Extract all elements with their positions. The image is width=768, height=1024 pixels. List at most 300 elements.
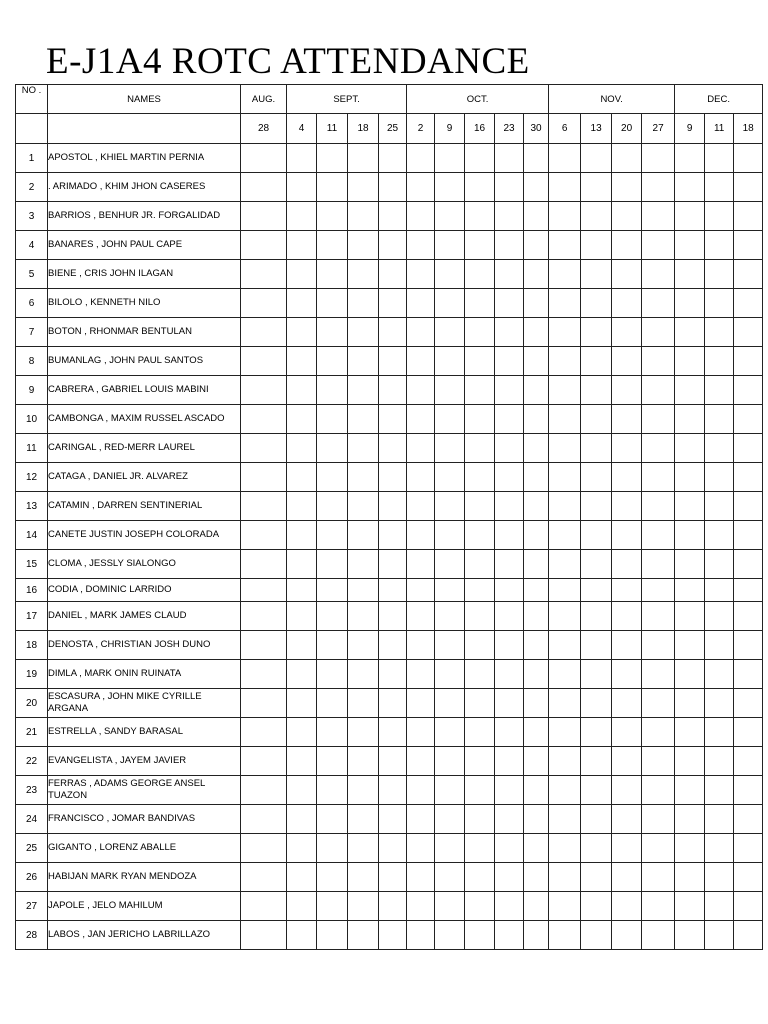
attendance-cell <box>465 144 495 173</box>
attendance-cell <box>581 260 612 289</box>
attendance-cell <box>495 405 524 434</box>
attendance-cell <box>317 492 348 521</box>
attendance-cell <box>435 521 465 550</box>
attendance-cell <box>241 834 287 863</box>
attendance-cell <box>524 405 549 434</box>
table-row <box>16 173 763 202</box>
attendance-cell <box>287 173 317 202</box>
attendance-cell <box>705 631 734 660</box>
month-header: DEC. <box>675 85 763 114</box>
table-row <box>16 434 763 463</box>
attendance-cell <box>705 921 734 950</box>
attendance-cell <box>642 405 675 434</box>
attendance-cell <box>465 492 495 521</box>
attendance-cell <box>287 834 317 863</box>
attendance-cell <box>549 689 581 718</box>
student-name: EVANGELISTA , JAYEM JAVIER <box>48 747 241 776</box>
attendance-cell <box>581 776 612 805</box>
attendance-cell <box>435 434 465 463</box>
attendance-cell <box>642 834 675 863</box>
attendance-cell <box>642 463 675 492</box>
day-header: 23 <box>495 114 524 144</box>
attendance-cell <box>287 318 317 347</box>
attendance-cell <box>465 631 495 660</box>
attendance-cell <box>407 776 435 805</box>
attendance-cell <box>435 550 465 579</box>
attendance-cell <box>465 376 495 405</box>
attendance-cell <box>549 921 581 950</box>
attendance-cell <box>549 834 581 863</box>
attendance-cell <box>495 347 524 376</box>
attendance-cell <box>581 550 612 579</box>
attendance-cell <box>642 660 675 689</box>
attendance-cell <box>495 747 524 776</box>
attendance-cell <box>612 579 642 602</box>
attendance-cell <box>642 231 675 260</box>
student-name: BARRIOS , BENHUR JR. FORGALIDAD <box>48 202 241 231</box>
attendance-cell <box>495 434 524 463</box>
student-number: 21 <box>16 718 48 747</box>
attendance-cell <box>287 863 317 892</box>
attendance-cell <box>612 660 642 689</box>
attendance-cell <box>348 660 379 689</box>
attendance-cell <box>379 805 407 834</box>
attendance-cell <box>549 892 581 921</box>
attendance-cell <box>642 289 675 318</box>
attendance-cell <box>348 463 379 492</box>
attendance-cell <box>734 660 763 689</box>
attendance-cell <box>465 231 495 260</box>
attendance-cell <box>495 463 524 492</box>
student-number: 16 <box>16 579 48 602</box>
attendance-cell <box>407 347 435 376</box>
attendance-cell <box>379 579 407 602</box>
attendance-cell <box>705 144 734 173</box>
student-name: BUMANLAG , JOHN PAUL SANTOS <box>48 347 241 376</box>
attendance-cell <box>642 492 675 521</box>
student-name: . ARIMADO , KHIM JHON CASERES <box>48 173 241 202</box>
attendance-cell <box>407 463 435 492</box>
attendance-cell <box>524 579 549 602</box>
attendance-cell <box>435 602 465 631</box>
attendance-cell <box>495 834 524 863</box>
attendance-cell <box>524 631 549 660</box>
attendance-cell <box>675 892 705 921</box>
table-row <box>16 747 763 776</box>
attendance-cell <box>705 892 734 921</box>
attendance-cell <box>241 144 287 173</box>
day-header: 30 <box>524 114 549 144</box>
attendance-cell <box>549 776 581 805</box>
attendance-cell <box>495 173 524 202</box>
attendance-cell <box>612 144 642 173</box>
attendance-cell <box>407 231 435 260</box>
attendance-cell <box>524 689 549 718</box>
attendance-cell <box>612 376 642 405</box>
attendance-cell <box>407 579 435 602</box>
student-name: DIMLA , MARK ONIN RUINATA <box>48 660 241 689</box>
attendance-cell <box>241 863 287 892</box>
table-row <box>16 602 763 631</box>
student-number: 13 <box>16 492 48 521</box>
attendance-cell <box>348 579 379 602</box>
attendance-cell <box>317 805 348 834</box>
attendance-cell <box>241 492 287 521</box>
attendance-cell <box>435 347 465 376</box>
attendance-cell <box>524 805 549 834</box>
attendance-cell <box>287 602 317 631</box>
table-row <box>16 631 763 660</box>
attendance-cell <box>287 260 317 289</box>
attendance-cell <box>642 718 675 747</box>
attendance-cell <box>734 718 763 747</box>
attendance-cell <box>524 921 549 950</box>
attendance-cell <box>317 405 348 434</box>
attendance-cell <box>241 602 287 631</box>
attendance-cell <box>379 289 407 318</box>
attendance-cell <box>287 144 317 173</box>
table-row <box>16 492 763 521</box>
attendance-cell <box>241 805 287 834</box>
attendance-cell <box>348 376 379 405</box>
attendance-cell <box>348 689 379 718</box>
attendance-cell <box>734 521 763 550</box>
attendance-cell <box>407 863 435 892</box>
attendance-cell <box>734 347 763 376</box>
month-header: SEPT. <box>287 85 407 114</box>
attendance-cell <box>348 173 379 202</box>
attendance-cell <box>317 521 348 550</box>
attendance-cell <box>287 921 317 950</box>
attendance-cell <box>705 579 734 602</box>
attendance-cell <box>549 602 581 631</box>
attendance-cell <box>465 834 495 863</box>
attendance-cell <box>495 579 524 602</box>
attendance-cell <box>287 718 317 747</box>
attendance-cell <box>549 631 581 660</box>
attendance-cell <box>495 718 524 747</box>
attendance-cell <box>435 405 465 434</box>
attendance-cell <box>287 689 317 718</box>
attendance-cell <box>379 144 407 173</box>
table-row <box>16 579 763 602</box>
attendance-cell <box>675 602 705 631</box>
attendance-cell <box>675 492 705 521</box>
attendance-cell <box>705 521 734 550</box>
attendance-cell <box>241 289 287 318</box>
day-header: 2 <box>407 114 435 144</box>
attendance-cell <box>241 747 287 776</box>
attendance-cell <box>348 834 379 863</box>
attendance-cell <box>379 318 407 347</box>
attendance-cell <box>287 231 317 260</box>
attendance-cell <box>734 892 763 921</box>
attendance-cell <box>241 631 287 660</box>
attendance-cell <box>407 550 435 579</box>
table-row <box>16 805 763 834</box>
attendance-cell <box>524 863 549 892</box>
attendance-cell <box>495 521 524 550</box>
attendance-cell <box>734 921 763 950</box>
attendance-cell <box>465 660 495 689</box>
attendance-cell <box>612 202 642 231</box>
attendance-cell <box>317 376 348 405</box>
attendance-cell <box>549 260 581 289</box>
attendance-cell <box>317 463 348 492</box>
attendance-cell <box>549 492 581 521</box>
table-row <box>16 863 763 892</box>
attendance-cell <box>407 318 435 347</box>
attendance-cell <box>241 318 287 347</box>
attendance-cell <box>642 347 675 376</box>
no-header-blank <box>16 114 48 144</box>
attendance-cell <box>317 144 348 173</box>
attendance-cell <box>348 260 379 289</box>
attendance-cell <box>549 144 581 173</box>
student-name: BILOLO , KENNETH NILO <box>48 289 241 318</box>
attendance-cell <box>705 231 734 260</box>
attendance-cell <box>348 892 379 921</box>
attendance-cell <box>348 144 379 173</box>
attendance-cell <box>495 921 524 950</box>
student-number: 18 <box>16 631 48 660</box>
attendance-cell <box>407 921 435 950</box>
attendance-cell <box>465 260 495 289</box>
student-name: ESCASURA , JOHN MIKE CYRILLE ARGANA <box>48 689 241 718</box>
attendance-cell <box>495 550 524 579</box>
attendance-cell <box>642 892 675 921</box>
attendance-cell <box>317 289 348 318</box>
attendance-cell <box>465 921 495 950</box>
attendance-cell <box>435 579 465 602</box>
attendance-cell <box>612 718 642 747</box>
attendance-cell <box>241 173 287 202</box>
attendance-cell <box>465 202 495 231</box>
attendance-cell <box>407 405 435 434</box>
attendance-cell <box>581 805 612 834</box>
attendance-cell <box>287 347 317 376</box>
table-row <box>16 289 763 318</box>
attendance-cell <box>705 834 734 863</box>
attendance-cell <box>241 405 287 434</box>
attendance-cell <box>642 550 675 579</box>
attendance-cell <box>524 173 549 202</box>
attendance-cell <box>465 718 495 747</box>
attendance-cell <box>379 834 407 863</box>
attendance-cell <box>549 805 581 834</box>
attendance-cell <box>317 689 348 718</box>
attendance-cell <box>675 173 705 202</box>
table-row <box>16 521 763 550</box>
attendance-cell <box>348 434 379 463</box>
attendance-cell <box>734 579 763 602</box>
attendance-cell <box>675 631 705 660</box>
attendance-cell <box>435 173 465 202</box>
attendance-cell <box>465 434 495 463</box>
table-row <box>16 318 763 347</box>
attendance-cell <box>379 863 407 892</box>
attendance-cell <box>549 376 581 405</box>
attendance-cell <box>287 892 317 921</box>
table-row <box>16 892 763 921</box>
attendance-cell <box>581 747 612 776</box>
student-number: 6 <box>16 289 48 318</box>
attendance-cell <box>524 289 549 318</box>
attendance-cell <box>642 747 675 776</box>
attendance-cell <box>407 173 435 202</box>
student-number: 25 <box>16 834 48 863</box>
attendance-cell <box>549 231 581 260</box>
attendance-cell <box>407 521 435 550</box>
table-row <box>16 550 763 579</box>
attendance-cell <box>379 550 407 579</box>
attendance-cell <box>435 260 465 289</box>
attendance-cell <box>581 144 612 173</box>
attendance-cell <box>675 405 705 434</box>
attendance-cell <box>287 405 317 434</box>
day-header: 16 <box>465 114 495 144</box>
student-name: JAPOLE , JELO MAHILUM <box>48 892 241 921</box>
table-row <box>16 231 763 260</box>
attendance-cell <box>549 747 581 776</box>
attendance-cell <box>435 892 465 921</box>
attendance-cell <box>734 863 763 892</box>
student-number: 12 <box>16 463 48 492</box>
attendance-cell <box>435 231 465 260</box>
attendance-cell <box>581 434 612 463</box>
attendance-cell <box>495 776 524 805</box>
attendance-cell <box>581 521 612 550</box>
attendance-cell <box>241 660 287 689</box>
attendance-cell <box>612 805 642 834</box>
attendance-cell <box>705 463 734 492</box>
attendance-cell <box>317 863 348 892</box>
attendance-cell <box>379 492 407 521</box>
attendance-cell <box>642 521 675 550</box>
student-name: LABOS , JAN JERICHO LABRILLAZO <box>48 921 241 950</box>
attendance-cell <box>581 289 612 318</box>
student-name: CABRERA , GABRIEL LOUIS MABINI <box>48 376 241 405</box>
attendance-cell <box>435 834 465 863</box>
attendance-cell <box>407 805 435 834</box>
attendance-cell <box>705 718 734 747</box>
attendance-cell <box>675 289 705 318</box>
student-name: FRANCISCO , JOMAR BANDIVAS <box>48 805 241 834</box>
attendance-cell <box>642 805 675 834</box>
attendance-cell <box>675 202 705 231</box>
attendance-cell <box>581 921 612 950</box>
attendance-cell <box>287 202 317 231</box>
attendance-cell <box>734 405 763 434</box>
attendance-cell <box>287 660 317 689</box>
student-name: DENOSTA , CHRISTIAN JOSH DUNO <box>48 631 241 660</box>
attendance-cell <box>705 689 734 718</box>
attendance-cell <box>524 463 549 492</box>
attendance-cell <box>524 834 549 863</box>
page-title: E-J1A4 ROTC ATTENDANCE <box>46 41 530 82</box>
attendance-cell <box>379 776 407 805</box>
attendance-cell <box>612 434 642 463</box>
attendance-cell <box>287 289 317 318</box>
attendance-cell <box>705 492 734 521</box>
attendance-cell <box>675 376 705 405</box>
attendance-cell <box>675 689 705 718</box>
attendance-cell <box>495 602 524 631</box>
attendance-cell <box>524 521 549 550</box>
attendance-cell <box>241 892 287 921</box>
attendance-cell <box>581 660 612 689</box>
attendance-cell <box>524 718 549 747</box>
attendance-cell <box>675 579 705 602</box>
attendance-cell <box>705 550 734 579</box>
attendance-cell <box>317 631 348 660</box>
day-header-row <box>16 114 763 144</box>
attendance-cell <box>524 202 549 231</box>
attendance-cell <box>612 260 642 289</box>
attendance-cell <box>317 602 348 631</box>
attendance-cell <box>705 863 734 892</box>
attendance-cell <box>734 463 763 492</box>
names-header: NAMES <box>48 85 241 114</box>
attendance-cell <box>734 260 763 289</box>
attendance-cell <box>675 776 705 805</box>
attendance-cell <box>642 602 675 631</box>
attendance-cell <box>734 602 763 631</box>
attendance-cell <box>379 521 407 550</box>
attendance-cell <box>379 660 407 689</box>
attendance-cell <box>675 660 705 689</box>
attendance-cell <box>348 805 379 834</box>
attendance-cell <box>407 718 435 747</box>
attendance-cell <box>495 863 524 892</box>
attendance-cell <box>495 260 524 289</box>
attendance-cell <box>705 747 734 776</box>
student-number: 15 <box>16 550 48 579</box>
student-number: 23 <box>16 776 48 805</box>
attendance-cell <box>465 602 495 631</box>
attendance-cell <box>642 202 675 231</box>
attendance-cell <box>435 718 465 747</box>
attendance-cell <box>581 231 612 260</box>
attendance-cell <box>241 521 287 550</box>
attendance-cell <box>465 463 495 492</box>
attendance-cell <box>612 231 642 260</box>
attendance-cell <box>675 521 705 550</box>
attendance-cell <box>435 376 465 405</box>
attendance-cell <box>734 834 763 863</box>
attendance-cell <box>241 347 287 376</box>
attendance-cell <box>524 550 549 579</box>
attendance-cell <box>675 805 705 834</box>
attendance-cell <box>317 173 348 202</box>
attendance-cell <box>287 747 317 776</box>
attendance-cell <box>379 405 407 434</box>
attendance-cell <box>642 631 675 660</box>
attendance-cell <box>612 602 642 631</box>
attendance-cell <box>241 718 287 747</box>
table-row <box>16 202 763 231</box>
student-number: 8 <box>16 347 48 376</box>
attendance-cell <box>241 776 287 805</box>
student-number: 10 <box>16 405 48 434</box>
attendance-cell <box>241 202 287 231</box>
attendance-cell <box>675 347 705 376</box>
no-header: NO . <box>16 85 48 114</box>
attendance-cell <box>465 892 495 921</box>
attendance-cell <box>581 602 612 631</box>
attendance-cell <box>581 631 612 660</box>
attendance-cell <box>317 260 348 289</box>
